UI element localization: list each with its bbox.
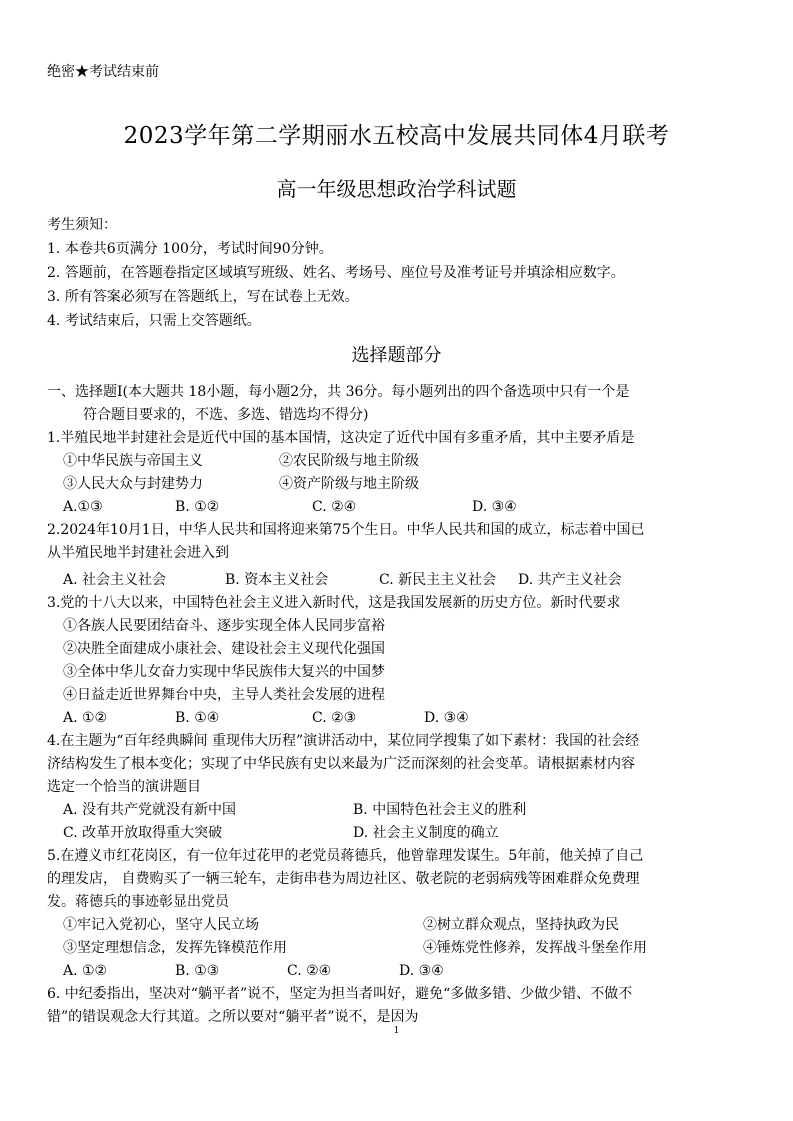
q1-option-1: ①中华民族与帝国主义: [63, 453, 203, 469]
candidate-notes: [47, 213, 625, 333]
q3-choice-a: A. ①②: [63, 710, 108, 726]
q3-choice-b: B. ①④: [175, 710, 220, 726]
q5-option-4: ④锤炼党性修养，发挥战斗堡垒作用: [423, 940, 647, 956]
q3-stem: 3.党的十八大以来，中国特色社会主义进入新时代，这是我国发展新的历史方位。新时代要求: [47, 595, 621, 611]
questions-body: [47, 381, 747, 1029]
q5-choice-b: B. ①③: [175, 963, 220, 979]
q5-stem-cont: 的理发店， 自费购买了一辆三轮车，走街串巷为周边社区、敬老院的老弱病残等困难群众免费理: [47, 871, 640, 887]
q2-choice-b: B. 资本主义社会: [225, 572, 329, 588]
q5-option-1: ①牢记入党初心，坚守人民立场: [63, 917, 259, 933]
q3-option-3: ③全体中华儿女奋力实现中华民族伟大复兴的中国梦: [63, 664, 385, 680]
q3-option-4: ④日益走近世界舞台中央，主导人类社会发展的进程: [63, 687, 385, 703]
q1-option-2: ②农民阶级与地主阶级: [279, 453, 419, 469]
q3-choice-c: C. ②③: [312, 710, 357, 726]
q1-choice-a: A.①③: [63, 499, 103, 515]
q1-choices: [47, 496, 747, 519]
q5-choice-c: C. ②④: [287, 963, 332, 979]
exam-subtitle: 高一年级思想政治学科试题: [276, 177, 517, 201]
q1-options-row2: [47, 473, 747, 496]
q1-choice-c: C. ②④: [312, 499, 357, 515]
q5-choices: [47, 960, 747, 983]
q3-choices: [47, 707, 747, 730]
q1-choice-d: D. ③④: [472, 499, 517, 515]
q4-choice-d: D. 社会主义制度的确立: [353, 825, 499, 841]
q4-choices-row2: [47, 822, 747, 845]
notes-item: 1. 本卷共6页满分 100分，考试时间90分钟。: [47, 241, 333, 257]
q1-option-4: ④资产阶级与地主阶级: [279, 476, 419, 492]
q5-choice-d: D. ③④: [399, 963, 444, 979]
q4-stem-cont: 济结构发生了根本变化；实现了中华民族有史以来最为广泛而深刻的社会变革。请根据素材内容: [47, 756, 635, 772]
q5-choice-a: A. ①②: [63, 963, 108, 979]
q3-option-2: ②决胜全面建成小康社会、建设社会主义现代化强国: [63, 641, 385, 657]
q3-choice-d: D. ③④: [424, 710, 469, 726]
exam-title: 2023学年第二学期丽水五校高中发展共同体4月联考: [123, 123, 670, 149]
q1-choice-b: B. ①②: [175, 499, 220, 515]
q2-choice-c: C. 新民主主义社会: [379, 572, 497, 588]
q6-stem-cont: 错”的错误观念大行其道。之所以要对“躺平者”说不，是因为: [47, 1009, 419, 1025]
q2-choice-a: A. 社会主义社会: [63, 572, 167, 588]
q6-stem: 6. 中纪委指出，坚决对“躺平者”说不，坚定为担当者叫好，避免“多做多错、少做少错、不做不: [47, 986, 633, 1002]
q4-choice-a: A. 没有共产党就没有新中国: [63, 802, 237, 818]
q5-option-2: ②树立群众观点，坚持执政为民: [423, 917, 619, 933]
notes-item: 4. 考试结束后，只需上交答题纸。: [47, 313, 261, 329]
q4-stem-cont: 选定一个恰当的演讲题目: [47, 779, 201, 795]
q1-stem: 1.半殖民地半封建社会是近代中国的基本国情，这决定了近代中国有多重矛盾，其中主要矛盾是: [47, 430, 635, 446]
q5-options-row2: [47, 937, 747, 960]
q5-stem-cont: 发。蒋德兵的事迹彰显出党员: [47, 894, 229, 910]
q4-choices-row1: [47, 799, 747, 822]
q1-option-3: ③人民大众与封建势力: [63, 476, 203, 492]
q1-options-row1: [47, 450, 747, 473]
page-number: 1: [393, 1026, 400, 1036]
q3-option-1: ①各族人民要团结奋斗、逐步实现全体人民同步富裕: [63, 618, 385, 634]
secret-label: 绝密★考试结束前: [47, 64, 159, 80]
notes-heading: 考生须知：: [47, 217, 117, 233]
section-instruction-cont: 符合题目要求的，不选、多选、错选均不得分): [83, 407, 369, 423]
q2-choice-d: D. 共产主义社会: [518, 572, 622, 588]
q2-choices: [47, 569, 747, 592]
notes-item: 2. 答题前，在答题卷指定区域填写班级、姓名、考场号、座位号及准考证号并填涂相应数字。: [47, 265, 625, 281]
q5-option-3: ③坚定理想信念，发挥先锋模范作用: [63, 940, 287, 956]
q5-stem: 5.在遵义市红花岗区，有一位年过花甲的老党员蒋德兵，他曾靠理发谋生。5年前，他关掉了自己: [47, 848, 644, 864]
q2-stem-cont: 从半殖民地半封建社会进入到: [47, 545, 229, 561]
section-instruction: 一、选择题Ⅰ(本大题共 18小题，每小题2分，共 36分。每小题列出的四个备选项中只有一个是: [47, 384, 630, 400]
q5-options-row1: [47, 914, 747, 937]
q4-choice-c: C. 改革开放取得重大突破: [63, 825, 223, 841]
q2-stem: 2.2024年10月1日，中华人民共和国将迎来第75个生日。中华人民共和国的成立，标志着中国已: [47, 522, 645, 538]
q4-choice-b: B. 中国特色社会主义的胜利: [353, 802, 527, 818]
section-title: 选择题部分: [351, 345, 442, 366]
notes-item: 3. 所有答案必须写在答题纸上，写在试卷上无效。: [47, 289, 359, 305]
q4-stem: 4.在主题为“百年经典瞬间 重现伟大历程”演讲活动中，某位同学搜集了如下素材：我国的社会经: [47, 733, 640, 749]
